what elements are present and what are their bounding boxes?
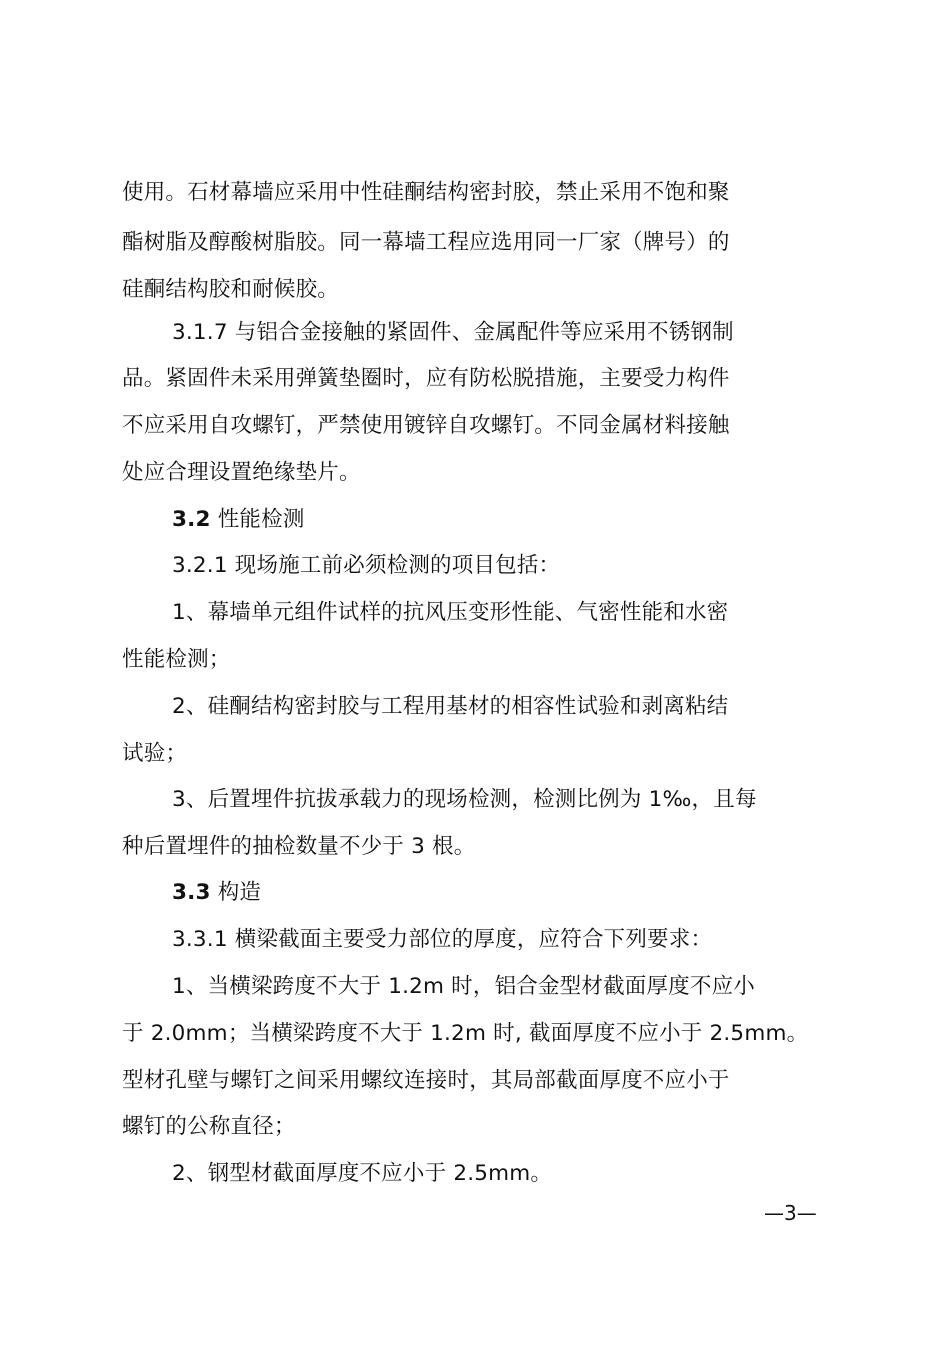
paragraph-line: 使用。石材幕墙应采用中性硅酮结构密封胶，禁止采用不饱和聚 xyxy=(122,180,730,205)
list-item-line: 螺钉的公称直径； xyxy=(122,1114,296,1139)
section-title: 构造 xyxy=(210,880,262,905)
section-heading-3-2 xyxy=(172,505,305,535)
paragraph-line: 处应合理设置绝缘垫片。 xyxy=(122,460,361,485)
section-heading-3-3 xyxy=(172,878,261,908)
paragraph-line: 酯树脂及醇酸树脂胶。同一幕墙工程应选用同一厂家（牌号）的 xyxy=(122,230,730,255)
paragraph-line: 品。紧固件未采用弹簧垫圈时，应有防松脱措施，主要受力构件 xyxy=(122,366,730,391)
list-item-line: 型材孔壁与螺钉之间采用螺纹连接时，其局部截面厚度不应小于 xyxy=(122,1068,730,1093)
clause-3-2-1-line: 3.2.1 现场施工前必须检测的项目包括： xyxy=(172,553,561,578)
list-item-line: 1、当横梁跨度不大于 1.2m 时，铝合金型材截面厚度不应小 xyxy=(172,974,755,999)
list-item-line: 1、幕墙单元组件试样的抗风压变形性能、气密性能和水密 xyxy=(172,600,729,625)
list-item-line: 种后置埋件的抽检数量不少于 3 根。 xyxy=(122,834,476,859)
list-item-line: 性能检测； xyxy=(122,647,231,672)
list-item-line: 3、后置埋件抗拔承载力的现场检测，检测比例为 1‰，且每 xyxy=(172,787,757,812)
paragraph-line: 硅酮结构胶和耐候胶。 xyxy=(122,277,340,302)
paragraph-line: 不应采用自攻螺钉，严禁使用镀锌自攻螺钉。不同金属材料接触 xyxy=(122,413,730,438)
list-item-line: 2、硅酮结构密封胶与工程用基材的相容性试验和剥离粘结 xyxy=(172,694,729,719)
clause-3-3-1-line: 3.3.1 横梁截面主要受力部位的厚度，应符合下列要求： xyxy=(172,927,713,952)
clause-3-1-7-line: 3.1.7 与铝合金接触的紧固件、金属配件等应采用不锈钢制 xyxy=(172,320,734,345)
section-number: 3.2 xyxy=(172,507,211,532)
list-item-line: 于 2.0mm；当横梁跨度不大于 1.2m 时, 截面厚度不应小于 2.5mm。 xyxy=(122,1021,809,1046)
page-number: —3— xyxy=(764,1201,817,1225)
section-title: 性能检测 xyxy=(210,507,305,532)
section-number: 3.3 xyxy=(172,880,211,905)
list-item-line: 2、钢型材截面厚度不应小于 2.5mm。 xyxy=(172,1161,553,1186)
list-item-line: 试验； xyxy=(122,741,188,766)
